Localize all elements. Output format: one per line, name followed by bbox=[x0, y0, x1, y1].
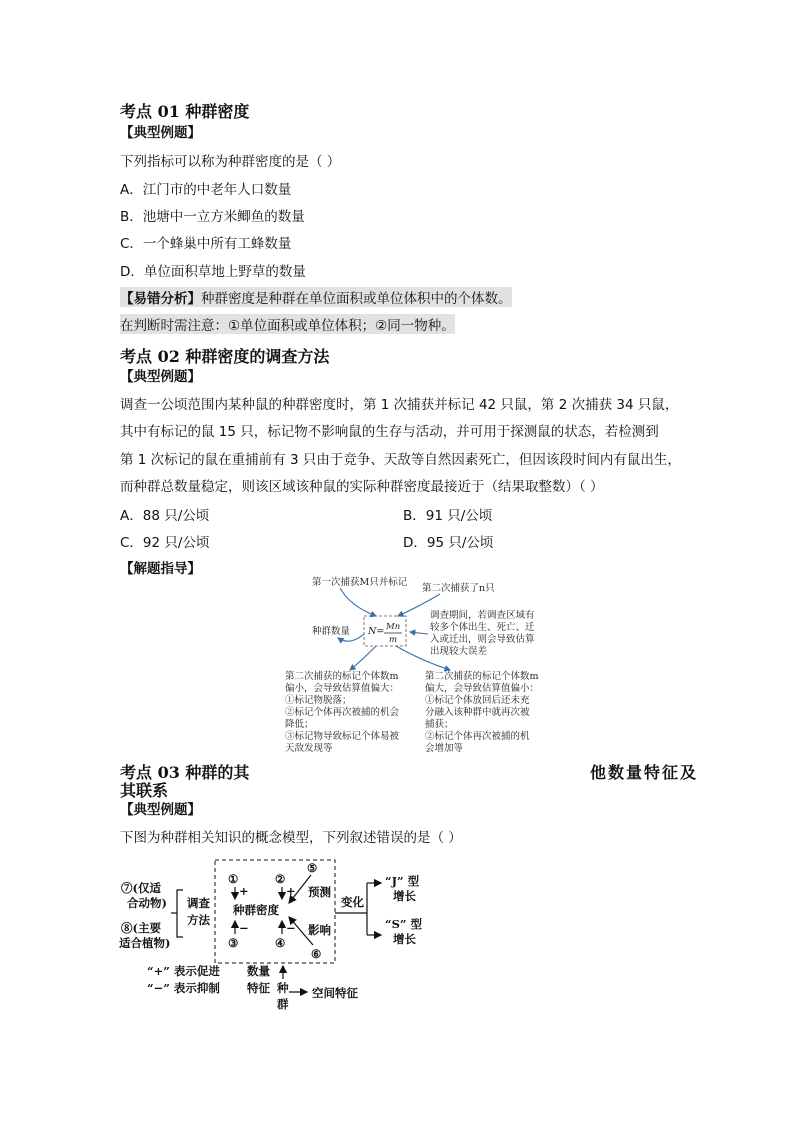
section1-option-d: D．单位面积草地上野草的数量 bbox=[120, 264, 306, 280]
diagram-bl-1: 第二次捕获的标记个体数m bbox=[285, 671, 399, 682]
mark-recapture-diagram bbox=[280, 572, 590, 752]
section1-analysis bbox=[120, 287, 512, 307]
circle-6: ⑥ bbox=[311, 947, 322, 961]
formula-lhs: N= bbox=[368, 626, 385, 637]
diagram-right-3: 入或迁出，则会导致估算 bbox=[430, 634, 535, 645]
diagram-br-6: ②标记个体再次被捕的机 bbox=[425, 731, 530, 742]
minus-sign-1: − bbox=[239, 921, 249, 935]
diagram-right-4: 出现较大误差 bbox=[430, 646, 488, 657]
affect-label: 影响 bbox=[308, 923, 331, 937]
section2-option-d: D．95 只/公顷 bbox=[403, 535, 494, 551]
section2-line-4: 而种群总数量稳定，则该区域该种鼠的实际种群密度最接近于（结果取整数）（ ） bbox=[120, 479, 604, 495]
diagram-br-5: 捕获； bbox=[425, 719, 454, 730]
survey-method-2: 方法 bbox=[187, 913, 210, 927]
diagram-bl-3: ①标记物脱落； bbox=[285, 695, 352, 706]
method-7-line1: ⑦(仅适 bbox=[121, 881, 161, 895]
legend-minus: “−” 表示抑制 bbox=[147, 981, 220, 995]
minus-sign-2: − bbox=[286, 921, 296, 935]
diagram-bl-5: 降低； bbox=[285, 719, 314, 730]
quantity-char-1: 数量 bbox=[247, 964, 270, 978]
section3-heading-right: 他数量特征及 bbox=[590, 763, 699, 782]
survey-method-1: 调查 bbox=[187, 896, 210, 910]
section2-line-2: 其中有标记的鼠 15 只，标记物不影响鼠的生存与活动，并可用于探测鼠的状态，若检测到 bbox=[120, 424, 659, 440]
section2-option-b: B．91 只/公顷 bbox=[403, 508, 493, 524]
diagram-right-1: 调查期间，若调查区域有 bbox=[430, 610, 535, 621]
section2-guide-tag: 【解题指导】 bbox=[120, 561, 201, 577]
section2-line-1: 调查一公顷范围内某种鼠的种群密度时，第 1 次捕获并标记 42 只鼠，第 2 次捕获 34 只鼠， bbox=[120, 397, 679, 413]
section1-option-c: C．一个蜂巢中所有工蜂数量 bbox=[120, 236, 292, 252]
section3-question: 下图为种群相关知识的概念模型，下列叙述错误的是（ ） bbox=[120, 830, 462, 846]
diagram-right-2: 较多个体出生、死亡、迁 bbox=[430, 622, 535, 633]
quantity-char-2: 特征 bbox=[247, 981, 270, 995]
section3-tag: 【典型例题】 bbox=[120, 802, 201, 818]
diagram-top-right: 第二次捕获了n只 bbox=[422, 583, 495, 594]
s-curve-line1: “S” 型 bbox=[385, 917, 423, 931]
plus-sign-1: + bbox=[239, 884, 249, 898]
change-label: 变化 bbox=[341, 895, 364, 909]
method-7-line2: 合动物) bbox=[127, 896, 167, 910]
circle-2: ② bbox=[275, 872, 286, 886]
s-curve-line2: 增长 bbox=[393, 932, 416, 946]
circle-4: ④ bbox=[275, 936, 286, 950]
section1-tag: 【典型例题】 bbox=[120, 125, 201, 141]
j-curve-line2: 增长 bbox=[393, 889, 416, 903]
diagram-bl-6: ③标记物导致标记个体易被 bbox=[285, 731, 400, 742]
section2-option-c: C．92 只/公顷 bbox=[120, 535, 210, 551]
section2-option-a: A．88 只/公顷 bbox=[120, 508, 210, 524]
diagram-top-left: 第一次捕获M只并标记 bbox=[312, 577, 408, 588]
diagram-br-2: 偏大，会导致估算值偏小： bbox=[425, 683, 540, 694]
population-char-1: 种 bbox=[277, 981, 289, 995]
diagram-br-7: 会增加等 bbox=[425, 743, 464, 752]
circle-1: ① bbox=[228, 872, 239, 886]
diagram-bl-4: ②标记个体再次被捕的机会 bbox=[285, 707, 400, 718]
section1-option-b: B．池塘中一立方米鲫鱼的数量 bbox=[120, 209, 305, 225]
j-curve-line1: “J” 型 bbox=[385, 874, 420, 888]
analysis-text: 种群密度是种群在单位面积或单位体积中的个体数。 bbox=[201, 291, 512, 307]
section2-heading: 考点 02 种群密度的调查方法 bbox=[120, 347, 330, 366]
section1-analysis-2: 在判断时需注意：①单位面积或单位体积；②同一物种。 bbox=[120, 314, 455, 334]
section2-tag: 【典型例题】 bbox=[120, 369, 201, 385]
method-8-line1: ⑧(主要 bbox=[121, 921, 161, 935]
diagram-br-3: ①标记个体放回后还未充 bbox=[425, 695, 530, 706]
section2-line-3: 第 1 次标记的鼠在重捕前有 3 只由于竞争、天敌等自然因素死亡，但因该段时间内有鼠出生， bbox=[120, 452, 681, 468]
spatial-feature: 空间特征 bbox=[312, 986, 358, 1000]
analysis-tag: 【易错分析】 bbox=[120, 291, 201, 307]
diagram-br-1: 第二次捕获的标记个体数m bbox=[425, 671, 539, 682]
section1-option-a: A．江门市的中老年人口数量 bbox=[120, 182, 292, 198]
section1-question: 下列指标可以称为种群密度的是（ ） bbox=[120, 154, 341, 170]
population-char-2: 群 bbox=[277, 997, 289, 1011]
formula-numerator: Mn bbox=[386, 622, 401, 632]
section3-heading-left: 考点 03 种群的其 bbox=[120, 763, 250, 782]
legend-plus: “+” 表示促进 bbox=[147, 964, 220, 978]
concept-model-diagram bbox=[115, 855, 435, 1015]
section3-heading-line2: 其联系 bbox=[120, 781, 169, 800]
formula-denominator: m bbox=[389, 635, 398, 645]
plus-sign-2: + bbox=[286, 884, 296, 898]
diagram-br-4: 分融入该种群中就再次被 bbox=[425, 707, 530, 718]
diagram-bl-2: 偏小，会导致估算值偏大： bbox=[285, 683, 400, 694]
diagram-left: 种群数量 bbox=[312, 626, 351, 637]
diagram-bl-7: 天敌发现等 bbox=[285, 743, 333, 752]
circle-3: ③ bbox=[228, 936, 239, 950]
method-8-line2: 适合植物) bbox=[119, 936, 171, 950]
section1-heading: 考点 01 种群密度 bbox=[120, 102, 250, 121]
center-population-density: 种群密度 bbox=[233, 903, 279, 917]
predict-label: 预测 bbox=[308, 885, 331, 899]
circle-5: ⑤ bbox=[307, 861, 318, 875]
